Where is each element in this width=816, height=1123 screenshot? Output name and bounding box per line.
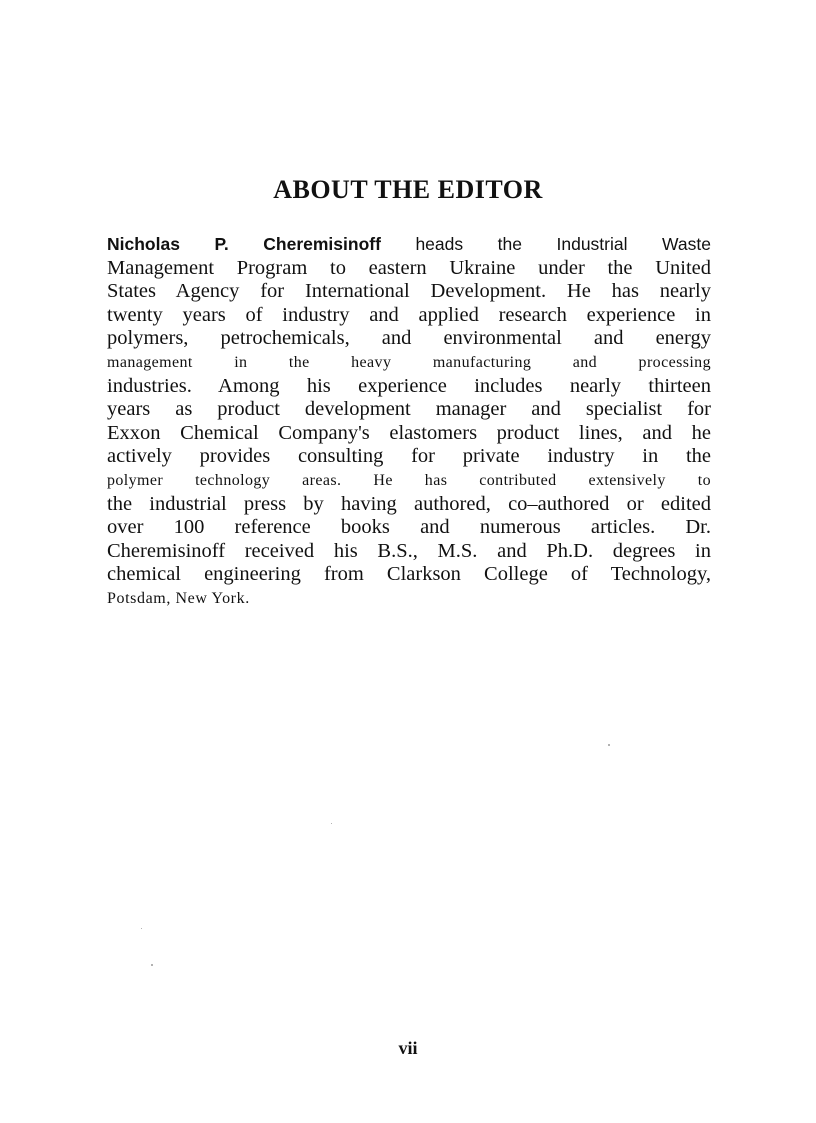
bio-line: industries. Among his experience includes nearly thirteen [107, 374, 711, 397]
page-number: vii [398, 1038, 418, 1058]
page-title: ABOUT THE EDITOR [273, 175, 543, 204]
scan-speck [331, 823, 332, 824]
bio-line: polymers, petrochemicals, and environmental and energy [107, 327, 711, 350]
scan-speck [608, 744, 610, 746]
bio-line: twenty years of industry and applied research experience in [107, 303, 711, 326]
bio-line: the industrial press by having authored, co–authored or edited [107, 492, 711, 515]
bio-line-text: heads the Industrial Waste [380, 234, 711, 254]
bio-line: Cheremisinoff received his B.S., M.S. and Ph.D. degrees in [107, 539, 711, 562]
bio-line: States Agency for International Development. He has nearly [107, 280, 711, 303]
bio-line [107, 233, 711, 257]
scan-speck [151, 964, 153, 966]
scan-speck [141, 928, 142, 929]
bio-line: Exxon Chemical Company's elastomers product lines, and he [107, 421, 711, 444]
bio-line: years as product development manager and specialist for [107, 398, 711, 421]
editor-bio [107, 233, 711, 611]
bio-line: Management Program to eastern Ukraine under the United [107, 256, 711, 279]
bio-line: chemical engineering from Clarkson College of Technology, [107, 563, 711, 586]
editor-name: Nicholas P. Cheremisinoff [107, 234, 381, 254]
bio-line: Potsdam, New York. [107, 589, 250, 607]
bio-line: management in the heavy manufacturing and processing [107, 353, 711, 371]
bio-line: over 100 reference books and numerous articles. Dr. [107, 516, 711, 539]
bio-line: actively provides consulting for private industry in the [107, 445, 711, 468]
bio-line: polymer technology areas. He has contributed extensively to [107, 471, 711, 489]
